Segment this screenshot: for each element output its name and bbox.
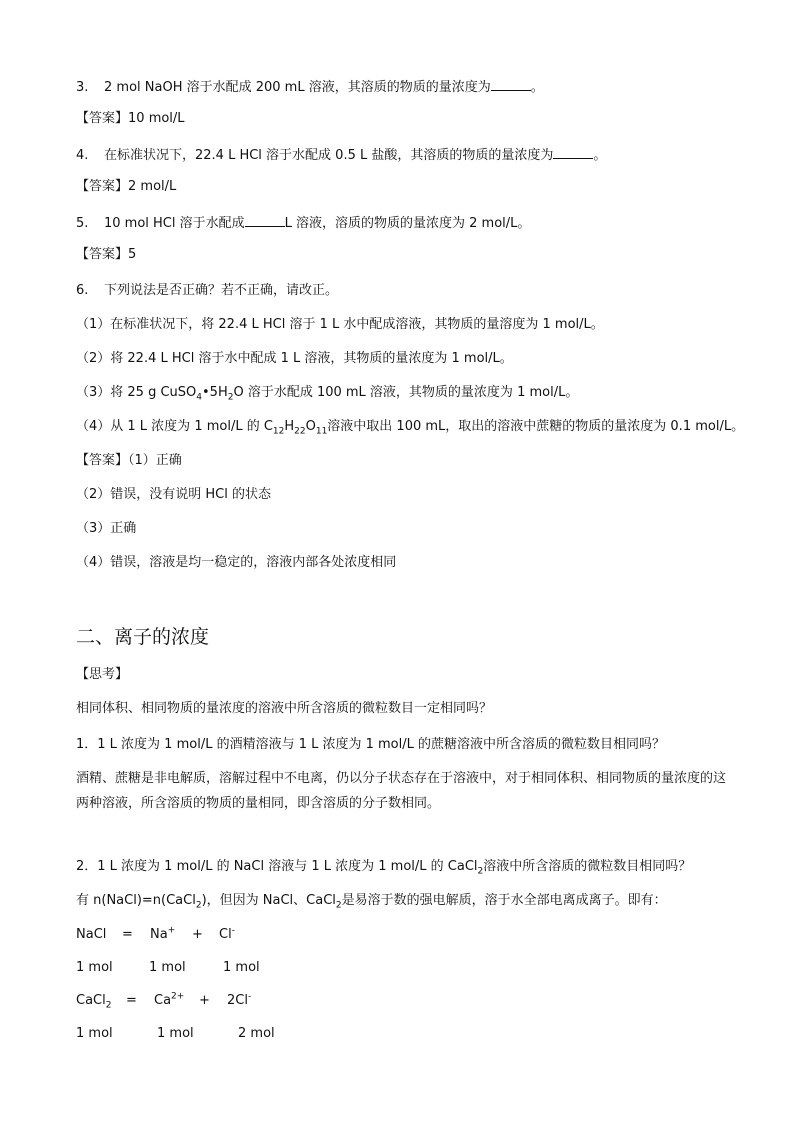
statement-3-part: （3）将 25 g CuSO [76,385,197,400]
subscript: 2 [195,900,202,911]
subscript: 22 [294,426,306,437]
question-4 [76,146,606,165]
reactant-symbol: CaCl [76,993,106,1008]
question-number: 5. [76,216,89,231]
amounts-nacl [76,959,736,977]
statement-4-part: H [284,419,295,434]
question-number: 6. [76,283,89,298]
question-text-a: 10 mol HCl 溶于水配成 [104,216,245,231]
sub-question-1: 1．1 L 浓度为 1 mol/L 的酒精溶液与 1 L 浓度为 1 mol/L 的蔗糖溶液中所含溶质的微粒数目相同吗？ [76,737,665,752]
answer-blank [553,146,593,159]
amount: 1 mol [76,960,113,975]
charge: - [231,925,235,936]
statement-4-part: O [305,419,316,434]
plus-sign: + [192,927,203,942]
statement-4-part: 溶液中取出 100 mL，取出的溶液中蔗糖的物质的量浓度为 0.1 mol/L。 [327,419,745,434]
cation [150,926,175,944]
reactant [76,992,111,1010]
answer-6-3: （3）正确 [76,521,137,536]
answer-value: 5 [128,247,137,262]
statement-3-part: •5H [202,385,228,400]
answer-label: 【答案】 [76,111,129,126]
anion [219,926,235,944]
plus-sign: + [199,993,210,1008]
cation-symbol: Ca [154,993,172,1008]
anion-symbol: 2Cl [227,993,248,1008]
question-5 [76,214,530,233]
statement-4 [76,418,744,436]
sub-answer-2-part: )，但因为 NaCl、CaCl [201,893,336,908]
subscript: 2 [477,866,484,877]
cation-symbol: Na [150,927,168,942]
question-text: 下列说法是否正确？若不正确，请改正。 [104,283,339,298]
equals-sign: = [122,927,133,942]
charge: + [167,925,176,936]
cation [154,992,184,1010]
sub-answer-2 [76,892,667,910]
equals-sign: = [126,993,137,1008]
question-3 [76,78,544,97]
amount: 1 mol [157,1026,194,1041]
amount: 1 mol [149,960,186,975]
amount: 2 mol [238,1026,275,1041]
answer-value: （1）正确 [128,453,182,468]
section-title: 二、离子的浓度 [76,626,210,648]
answer-4 [76,178,176,196]
charge: 2+ [171,991,185,1002]
answer-6-2: （2）错误，没有说明 HCl 的状态 [76,487,272,502]
amounts-cacl2 [76,1025,736,1043]
statement-4-part: （4）从 1 L 浓度为 1 mol/L 的 C [76,419,273,434]
subscript: 11 [315,426,328,437]
question-number: 3. [76,80,89,95]
question-text: 2 mol NaOH 溶于水配成 200 mL 溶液，其溶质的物质的量浓度为 [104,80,491,95]
question-number: 4. [76,148,89,163]
amount: 1 mol [76,1026,113,1041]
anion-symbol: Cl [219,927,232,942]
answer-6-1 [76,452,182,470]
section-intro: 相同体积、相同物质的量浓度的溶液中所含溶质的微粒数目一定相同吗？ [76,701,493,716]
answer-blank [245,214,285,227]
sub-answer-2-part: 有 n(NaCl)=n(CaCl [76,893,196,908]
subscript: 4 [196,392,202,403]
think-label: 【思考】 [76,667,129,682]
answer-value: 2 mol/L [128,179,177,194]
subscript: 2 [227,392,234,403]
statement-1: （1）在标准状况下，将 22.4 L HCl 溶于 1 L 水中配成溶液，其物质的量溶度为 1 mol/L。 [76,317,604,332]
question-6 [76,282,338,300]
sub-answer-2-part: 是易溶于数的强电解质，溶于水全部电离成离子。即有： [341,893,667,908]
sub-answer-1: 酒精、蔗糖是非电解质，溶解过程中不电离，仍以分子状态存在于溶液中，对于相同体积、相同物质的量浓度的这两种溶液，所含溶质的物质的量相同，即含溶质的分子数相同。 [76,771,727,811]
sub-question-2 [76,858,691,876]
reactant: NaCl [76,927,107,942]
sub-question-2-part: 2．1 L 浓度为 1 mol/L 的 NaCl 溶液与 1 L 浓度为 1 mol/L 的 CaCl [76,859,478,874]
answer-label: 【答案】 [76,179,129,194]
charge: - [247,991,252,1002]
anion [227,992,251,1010]
answer-blank [491,78,531,91]
answer-label: 【答案】 [76,453,129,468]
subscript: 12 [272,426,285,437]
question-text: 在标准状况下，22.4 L HCl 溶于水配成 0.5 L 盐酸，其溶质的物质的量浓度为 [104,148,554,163]
answer-3 [76,110,185,128]
question-end: 。 [593,148,607,163]
amount: 1 mol [223,960,260,975]
statement-2: （2）将 22.4 L HCl 溶于水中配成 1 L 溶液，其物质的量浓度为 1 mol/L。 [76,351,513,366]
sub-question-2-part: 溶液中所含溶质的微粒数目相同吗？ [483,859,692,874]
subscript: 2 [335,900,342,911]
answer-6-4: （4）错误，溶液是均一稳定的，溶液内部各处浓度相同 [76,555,397,570]
ionization-equation-cacl2 [76,992,736,1010]
subscript: 2 [105,1000,112,1011]
question-text-b: L 溶液，溶质的物质的量浓度为 2 mol/L。 [284,216,531,231]
answer-value: 10 mol/L [128,111,185,126]
statement-3 [76,384,578,402]
statement-3-part: O 溶于水配成 100 mL 溶液，其物质的量浓度为 1 mol/L。 [233,385,579,400]
answer-5 [76,246,136,264]
ionization-equation-nacl [76,926,736,944]
answer-label: 【答案】 [76,247,129,262]
question-end: 。 [530,80,544,95]
